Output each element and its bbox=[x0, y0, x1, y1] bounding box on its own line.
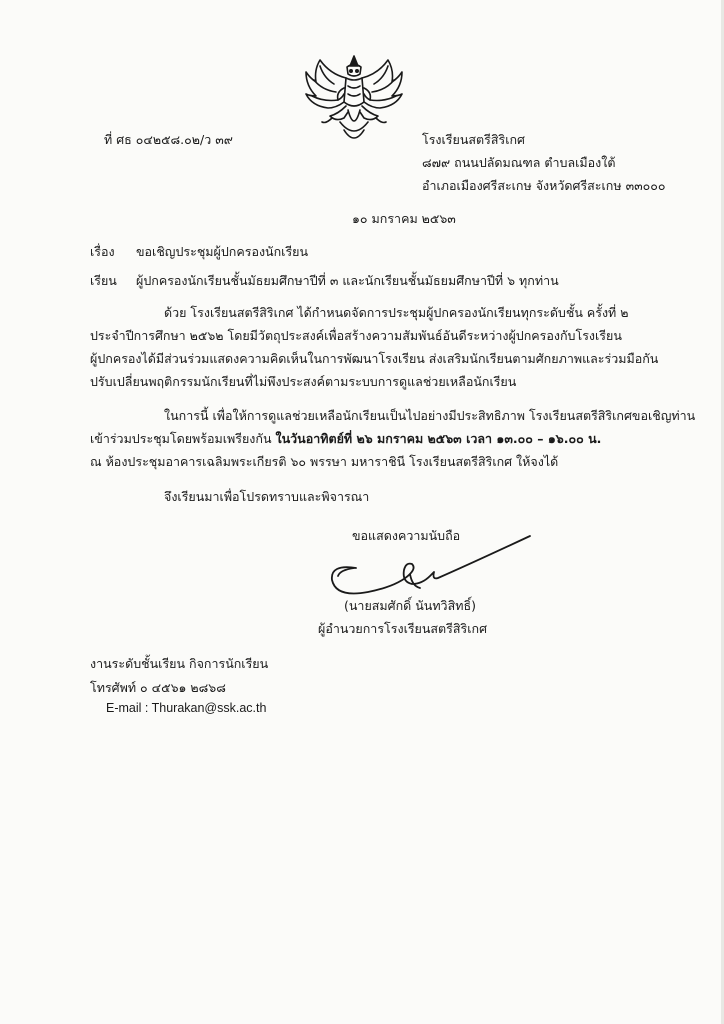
para2-line-2 bbox=[90, 428, 601, 450]
subject-text: ขอเชิญประชุมผู้ปกครองนักเรียน bbox=[136, 244, 309, 259]
recipient-text: ผู้ปกครองนักเรียนชั้นมัธยมศึกษาปีที่ ๓ และนักเรียนชั้นมัธยมศึกษาปีที่ ๖ ทุกท่าน bbox=[136, 273, 559, 288]
subject-label: เรื่อง bbox=[90, 244, 115, 259]
recipient-label: เรียน bbox=[90, 273, 117, 288]
para2-line-2-plain: เข้าร่วมประชุมโดยพร้อมเพรียงกัน bbox=[90, 431, 272, 446]
para1-line-3: ผู้ปกครองได้มีส่วนร่วมแสดงความคิดเห็นในการพัฒนาโรงเรียน ส่งเสริมนักเรียนตามศักยภาพและร่วมมือกัน bbox=[90, 351, 659, 366]
closing-request: จึงเรียนมาเพื่อโปรดทราบและพิจารณา bbox=[164, 489, 370, 504]
letter-date: ๑๐ มกราคม ๒๕๖๓ bbox=[352, 211, 456, 226]
garuda-emblem-icon bbox=[300, 52, 408, 148]
address-line-2: อำเภอเมืองศรีสะเกษ จังหวัดศรีสะเกษ ๓๓๐๐๐ bbox=[422, 178, 666, 193]
meeting-datetime: ในวันอาทิตย์ที่ ๒๖ มกราคม ๒๕๖๓ เวลา ๑๓.๐๐ – ๑๖.๐๐ น. bbox=[275, 431, 602, 446]
para1-line-1: ด้วย โรงเรียนสตรีสิริเกศ ได้กำหนดจัดการประชุมผู้ปกครองนักเรียนทุกระดับชั้น ครั้งที่ ๒ bbox=[164, 305, 629, 320]
signature-graphic bbox=[320, 528, 550, 608]
school-name: โรงเรียนสตรีสิริเกศ bbox=[422, 132, 525, 147]
footer-department: งานระดับชั้นเรียน กิจการนักเรียน bbox=[90, 656, 269, 671]
para1-line-2: ประจำปีการศึกษา ๒๕๖๒ โดยมีวัตถุประสงค์เพื่อสร้างความสัมพันธ์อันดีระหว่างผู้ปกครองกับโรงเรียน bbox=[90, 328, 622, 343]
salutation: ขอแสดงความนับถือ bbox=[352, 528, 461, 543]
para2-line-3: ณ ห้องประชุมอาคารเฉลิมพระเกียรติ ๖๐ พรรษา มหาราชินี โรงเรียนสตรีสิริเกศ ให้จงได้ bbox=[90, 454, 559, 469]
address-line-1: ๘๗๙ ถนนปลัดมณฑล ตำบลเมืองใต้ bbox=[422, 155, 616, 170]
para2-line-1: ในการนี้ เพื่อให้การดูแลช่วยเหลือนักเรียนเป็นไปอย่างมีประสิทธิภาพ โรงเรียนสตรีสิริเกศขอเชิญท่าน bbox=[164, 408, 696, 423]
footer-phone: โทรศัพท์ ๐ ๔๕๖๑ ๒๘๖๘ bbox=[90, 680, 226, 695]
document-number: ที่ ศธ ๐๔๒๕๘.๐๒/ว ๓๙ bbox=[104, 132, 233, 147]
footer-email: E-mail : Thurakan@ssk.ac.th bbox=[106, 701, 267, 715]
signatory-name: (นายสมศักดิ์ นันทวิสิทธิ์) bbox=[344, 598, 476, 613]
signatory-position: ผู้อำนวยการโรงเรียนสตรีสิริเกศ bbox=[318, 621, 488, 636]
para1-line-4: ปรับเปลี่ยนพฤติกรรมนักเรียนที่ไม่พึงประสงค์ตามระบบการดูแลช่วยเหลือนักเรียน bbox=[90, 374, 517, 389]
